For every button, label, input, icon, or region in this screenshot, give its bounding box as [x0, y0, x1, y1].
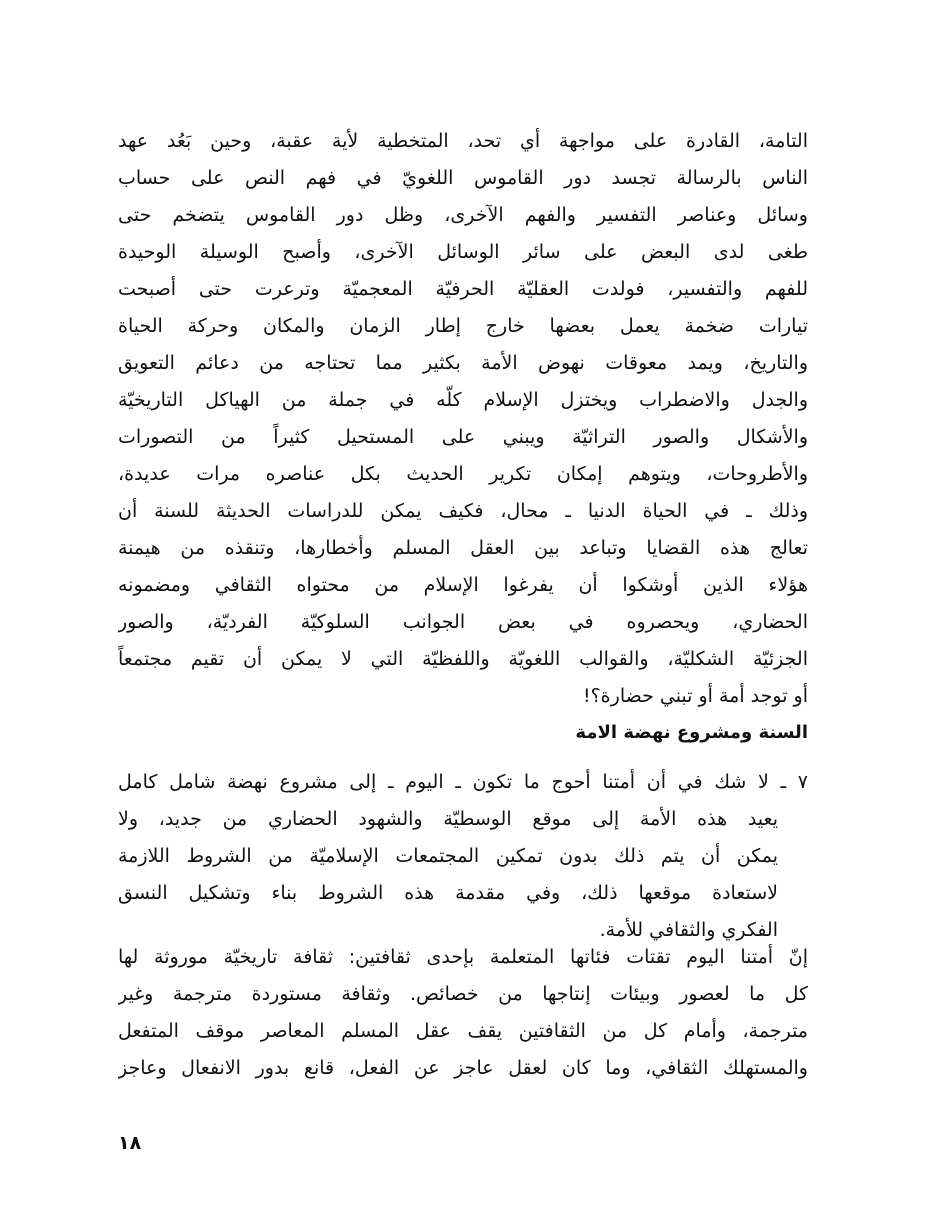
paragraph-1-line: تيارات ضخمة يعمل بعضها خارج إطار الزمان والمكان وحركة الحياة — [118, 315, 808, 337]
paragraph-1-line: والأشكال والصور التراثيّة ويبني على المستحيل كثيراً من التصورات — [118, 426, 808, 448]
paragraph-1-line: الجزئيّة الشكليّة، والقوالب اللغويّة واللفظيّة التي لا يمكن أن تقيم مجتمعاً — [118, 648, 808, 670]
paragraph-2-line: يمكن أن يتم ذلك بدون تمكين المجتمعات الإسلاميّة من الشروط اللازمة — [118, 845, 778, 867]
paragraph-2-line: يعيد هذه الأمة إلى موقع الوسطيّة والشهود الحضاري من جديد، ولا — [118, 808, 778, 830]
paragraph-1-line: وسائل وعناصر التفسير والفهم الآخرى، وظل دور القاموس يتضخم حتى — [118, 204, 808, 226]
paragraph-2-line: لاستعادة موقعها ذلك، وفي مقدمة هذه الشروط بناء وتشكيل النسق — [118, 882, 778, 904]
paragraph-1-line: للفهم والتفسير، فولدت العقليّة الحرفيّة المعجميّة وترعرت حتى أصبحت — [118, 278, 808, 300]
paragraph-3-line: إنّ أمتنا اليوم تقتات فئاتها المتعلمة بإحدى ثقافتين: ثقافة تاريخيّة موروثة لها — [118, 946, 808, 968]
paragraph-1-line: تعالج هذه القضايا وتباعد بين العقل المسلم وأخطارها، وتنقذه من هيمنة — [118, 537, 808, 559]
page-number: ١٨ — [118, 1132, 142, 1154]
paragraph-3 — [118, 939, 808, 1087]
paragraph-3-line: والمستهلك الثقافي، وما كان لعقل عاجز عن الفعل، قانع بدور الانفعال وعاجز — [118, 1057, 808, 1079]
paragraph-3-line: مترجمة، وأمام كل من الثقافتين يقف عقل المسلم المعاصر موقف المتفعل — [118, 1020, 808, 1042]
paragraph-1-line: الناس بالرسالة تجسد دور القاموس اللغويّ في فهم النص على حساب — [118, 167, 808, 189]
paragraph-1-line: والتاريخ، ويمد معوقات نهوض الأمة بكثير مما تحتاجه من دعائم التعويق — [118, 352, 808, 374]
section-heading: السنة ومشروع نهضة الامة — [575, 722, 808, 743]
paragraph-1 — [118, 123, 808, 715]
paragraph-1-line: طغى لدى البعض على سائر الوسائل الآخرى، وأصبح الوسيلة الوحيدة — [118, 241, 808, 263]
paragraph-1-line: والأطروحات، ويتوهم إمكان تكرير الحديث بكل عناصره مرات عديدة، — [118, 463, 808, 485]
paragraph-1-line: الحضاري، ويحصروه في بعض الجوانب السلوكيّة الفرديّة، والصور — [118, 611, 808, 633]
paragraph-1-line: التامة، القادرة على مواجهة أي تحد، المتخطية لأية عقبة، وحين بَعُد عهد — [118, 130, 808, 152]
paragraph-1-line: هؤلاء الذين أوشكوا أن يفرغوا الإسلام من محتواه الثقافي ومضمونه — [118, 574, 808, 596]
paragraph-3-line: كل ما لعصور وبيئات إنتاجها من خصائص. وثقافة مستوردة مترجمة وغير — [118, 983, 808, 1005]
paragraph-2 — [118, 764, 808, 949]
paragraph-1-line: والجدل والاضطراب ويختزل الإسلام كلّه في جملة من الهياكل التاريخيّة — [118, 389, 808, 411]
paragraph-1-line: أو توجد أمة أو تبني حضارة؟! — [582, 685, 808, 707]
paragraph-2-line: الفكري والثقافي للأمة. — [599, 919, 778, 941]
paragraph-2-line: ٧ ـ لا شك في أن أمتنا أحوج ما تكون ـ اليوم ـ إلى مشروع نهضة شامل كامل — [118, 771, 808, 793]
paragraph-1-line: وذلك ـ في الحياة الدنيا ـ محال، فكيف يمكن للدراسات الحديثة للسنة أن — [118, 500, 808, 522]
